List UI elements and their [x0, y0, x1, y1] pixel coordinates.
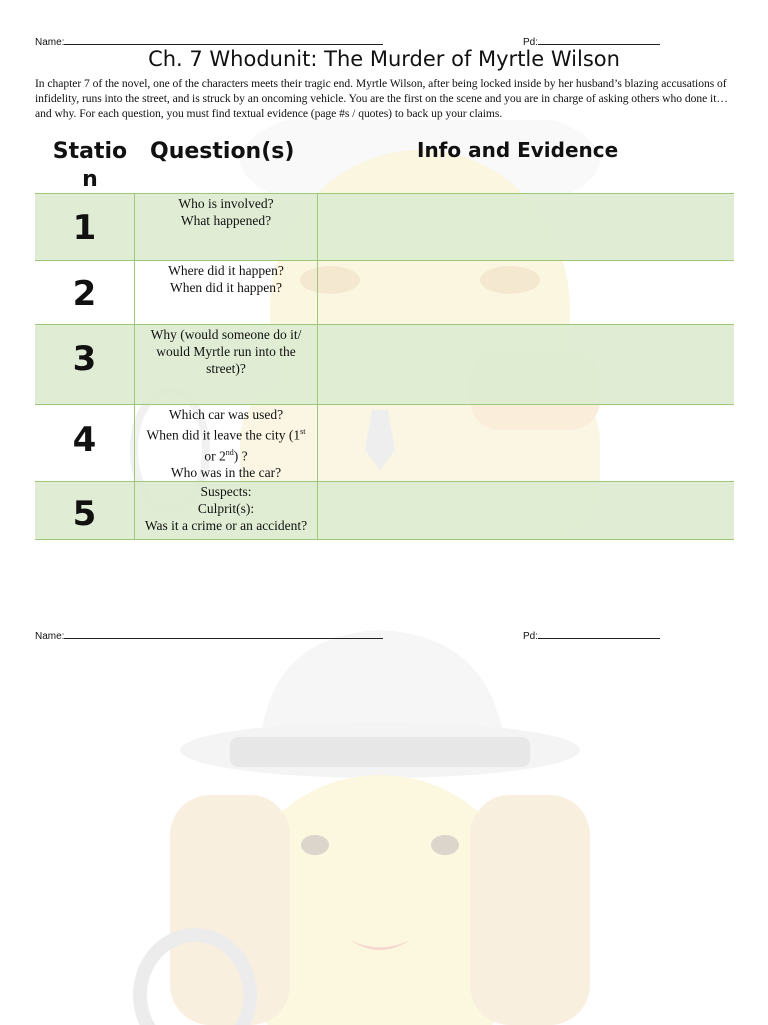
- period-blank[interactable]: [538, 35, 660, 45]
- info-evidence-cell[interactable]: [318, 194, 734, 260]
- column-header-station: Station: [52, 139, 128, 192]
- info-evidence-cell[interactable]: [318, 482, 734, 539]
- table-row: [35, 481, 734, 540]
- period-field-second[interactable]: [523, 629, 660, 642]
- info-evidence-cell[interactable]: [318, 325, 734, 404]
- station-questions: Which car was used? When did it leave the city (1st or 2nd) ? Who was in the car?: [146, 407, 306, 480]
- table-row: [35, 324, 734, 404]
- station-questions: Who is involved? What happened?: [178, 196, 274, 228]
- column-header-info: Info and Evidence: [417, 138, 619, 162]
- table-row: [35, 260, 734, 324]
- station-questions: Why (would someone do it/ would Myrtle run into the street)?: [150, 327, 302, 376]
- station-questions: Where did it happen? When did it happen?: [168, 263, 284, 295]
- station-number: 5: [72, 494, 97, 534]
- column-header-questions: Question(s): [150, 139, 295, 164]
- table-row: [35, 404, 734, 481]
- station-questions: Suspects: Culprit(s): Was it a crime or an accident?: [144, 484, 308, 533]
- evidence-table: [35, 136, 734, 540]
- page-title: Ch. 7 Whodunit: The Murder of Myrtle Wilson: [148, 47, 620, 71]
- name-blank[interactable]: [64, 629, 383, 639]
- name-blank[interactable]: [64, 35, 383, 45]
- station-number: 2: [72, 274, 97, 314]
- detective-illustration-watermark-bottom: [0, 625, 768, 1025]
- station-number: 4: [72, 420, 97, 460]
- table-header: [35, 136, 734, 193]
- period-label: Pd:: [523, 37, 539, 48]
- info-evidence-cell[interactable]: [318, 405, 734, 481]
- table-row: [35, 193, 734, 260]
- info-evidence-cell[interactable]: [318, 261, 734, 324]
- intro-paragraph: In chapter 7 of the novel, one of the characters meets their tragic end. Myrtle Wilson, after being locked inside by her husband’s blazing accusations of infidelity, runs into the street, and is struck by an oncoming vehicle. You are the first on the scene and you are in charge of asking others who done it… and why. For each question, you must find textual evidence (page #s / quotes) to back up your claims.: [35, 77, 728, 120]
- name-field-second[interactable]: [35, 629, 383, 642]
- period-label: Pd:: [523, 631, 539, 642]
- period-blank[interactable]: [538, 629, 660, 639]
- name-label: Name:: [35, 37, 65, 48]
- name-label: Name:: [35, 631, 65, 642]
- station-number: 1: [72, 208, 97, 248]
- station-number: 3: [72, 339, 97, 379]
